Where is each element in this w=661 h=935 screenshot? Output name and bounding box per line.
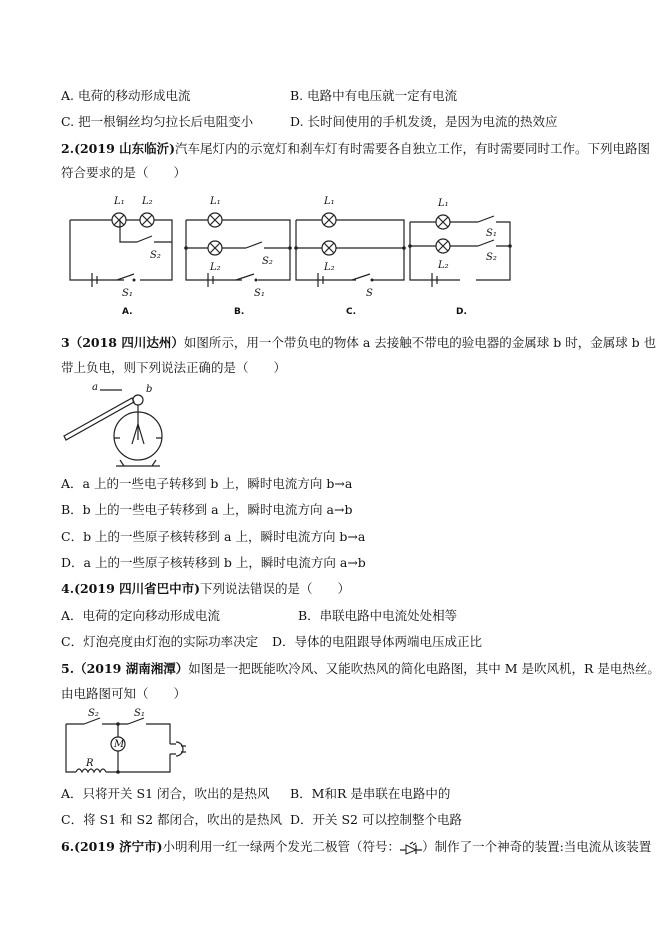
q2-stem-line1 [61,139,650,157]
q5-s2-label: S₂ [88,708,99,719]
q3-stem: 如图所示，用一个带负电的物体 a 去接触不带电的验电器的金属球 b 时，金属球 b 也 [183,335,657,350]
q4-option-a: A．电荷的定向移动形成电流 [61,608,221,623]
q2a-caption: A. [122,307,133,317]
q2-circuit-c [292,190,412,320]
q3-label-a: a [92,382,98,393]
q5-source: （2019 湖南湘潭） [74,661,189,676]
q4-option-c: C．灯泡亮度由灯泡的实际功率决定 [61,634,259,649]
q2d-s1-label: S₁ [486,228,497,239]
q2c-l1-label: L₁ [324,196,335,207]
q6-stem: 小明利用一红一绿两个发光二极管（符号： [162,839,401,854]
q5-hairdryer-circuit [62,706,187,778]
q3-number: 3 [61,335,70,350]
q5-option-b: B．M和R 是串联在电路中的 [290,786,451,801]
q5-s1-label: S₁ [134,708,145,719]
q6-stem-end: ）制作了一个神奇的装置:当电流从该装置 [422,839,652,854]
q2d-l1-label: L₁ [438,198,449,209]
q2-circuit-a [62,190,182,320]
q2a-s-top-label: S₂ [150,250,161,261]
q5-option-c: C．将 S1 和 S2 都闭合，吹出的是热风 [61,812,282,827]
q2-source: (2019 山东临沂) [74,141,176,156]
q2a-l2-label: L₂ [142,196,153,207]
q2a-l1-label: L₁ [114,196,125,207]
q2b-l2-label: L₂ [210,262,221,273]
q1-option-b: B. 电路中有电压就一定有电流 [290,88,458,103]
q1-option-d: D. 长时间使用的手机发烫，是因为电流的热效应 [290,114,558,129]
q2d-l2-label: L₂ [438,260,449,271]
led-symbol-icon [400,842,422,854]
q2c-s-label: S [366,288,373,299]
q2b-s-bot-label: S₁ [254,288,265,299]
q3-option-b: B．b 上的一些电子转移到 a 上，瞬时电流方向 a→b [61,502,353,517]
q5-motor-label: M [114,739,125,750]
q3-source: （2018 四川达州） [69,335,184,350]
q1-option-c: C. 把一根铜丝均匀拉长后电阻变小 [61,114,254,129]
q2c-caption: C. [346,307,357,317]
q5-stem-line2: 由电路图可知（ ） [61,686,187,701]
q3-electroscope-figure [62,378,172,466]
q2b-caption: B. [234,307,245,317]
q3-stem-line1 [61,333,656,351]
q3-option-a: A．a 上的一些电子转移到 b 上，瞬时电流方向 b→a [61,476,353,491]
q6-source: (2019 济宁市) [74,839,163,854]
q4-option-b: B．串联电路中电流处处相等 [298,608,458,623]
q6-stem-line [61,837,651,855]
q5-stem: 如图是一把既能吹冷风、又能吹热风的简化电路图，其中 M 是吹风机，R 是电热丝。 [188,661,660,676]
q2b-l1-label: L₁ [210,196,221,207]
q1-option-a: A. 电荷的移动形成电流 [61,88,191,103]
q5-number: 5. [61,661,75,676]
q3-label-b: b [146,384,153,395]
q2-stem: 汽车尾灯内的示宽灯和刹车灯有时需要各自独立工作，有时需要同时工作。下列电路图 [175,141,651,156]
q2-circuit-b [178,190,298,320]
q5-option-a: A．只将开关 S1 闭合，吹出的是热风 [61,786,270,801]
q4-option-d: D．导体的电阻跟导体两端电压成正比 [272,634,483,649]
q2a-s-bot-label: S₁ [122,288,133,299]
q2-stem-line2: 符合要求的是（ ） [61,165,187,180]
q6-number: 6. [61,839,75,854]
q2-circuit-d [406,190,526,320]
q4-number: 4. [61,581,75,596]
q4-stem: 下列说法错误的是（ ） [200,581,351,596]
q5-r-label: R [86,758,94,769]
q2d-caption: D. [456,307,467,317]
q4-stem-line [61,579,350,597]
q2-number: 2. [61,141,75,156]
q2b-s-top-label: S₂ [262,256,273,267]
q2c-l2-label: L₂ [324,262,335,273]
q3-option-c: C．b 上的一些原子核转移到 a 上，瞬时电流方向 b→a [61,529,366,544]
q3-stem-line2: 带上负电，则下列说法正确的是（ ） [61,360,287,375]
q5-stem-line1 [61,659,660,677]
q2d-s2-label: S₂ [486,252,497,263]
q4-source: (2019 四川省巴中市) [74,581,201,596]
q3-option-d: D．a 上的一些原子核转移到 b 上，瞬时电流方向 a→b [61,555,366,570]
q5-option-d: D．开关 S2 可以控制整个电路 [290,812,462,827]
